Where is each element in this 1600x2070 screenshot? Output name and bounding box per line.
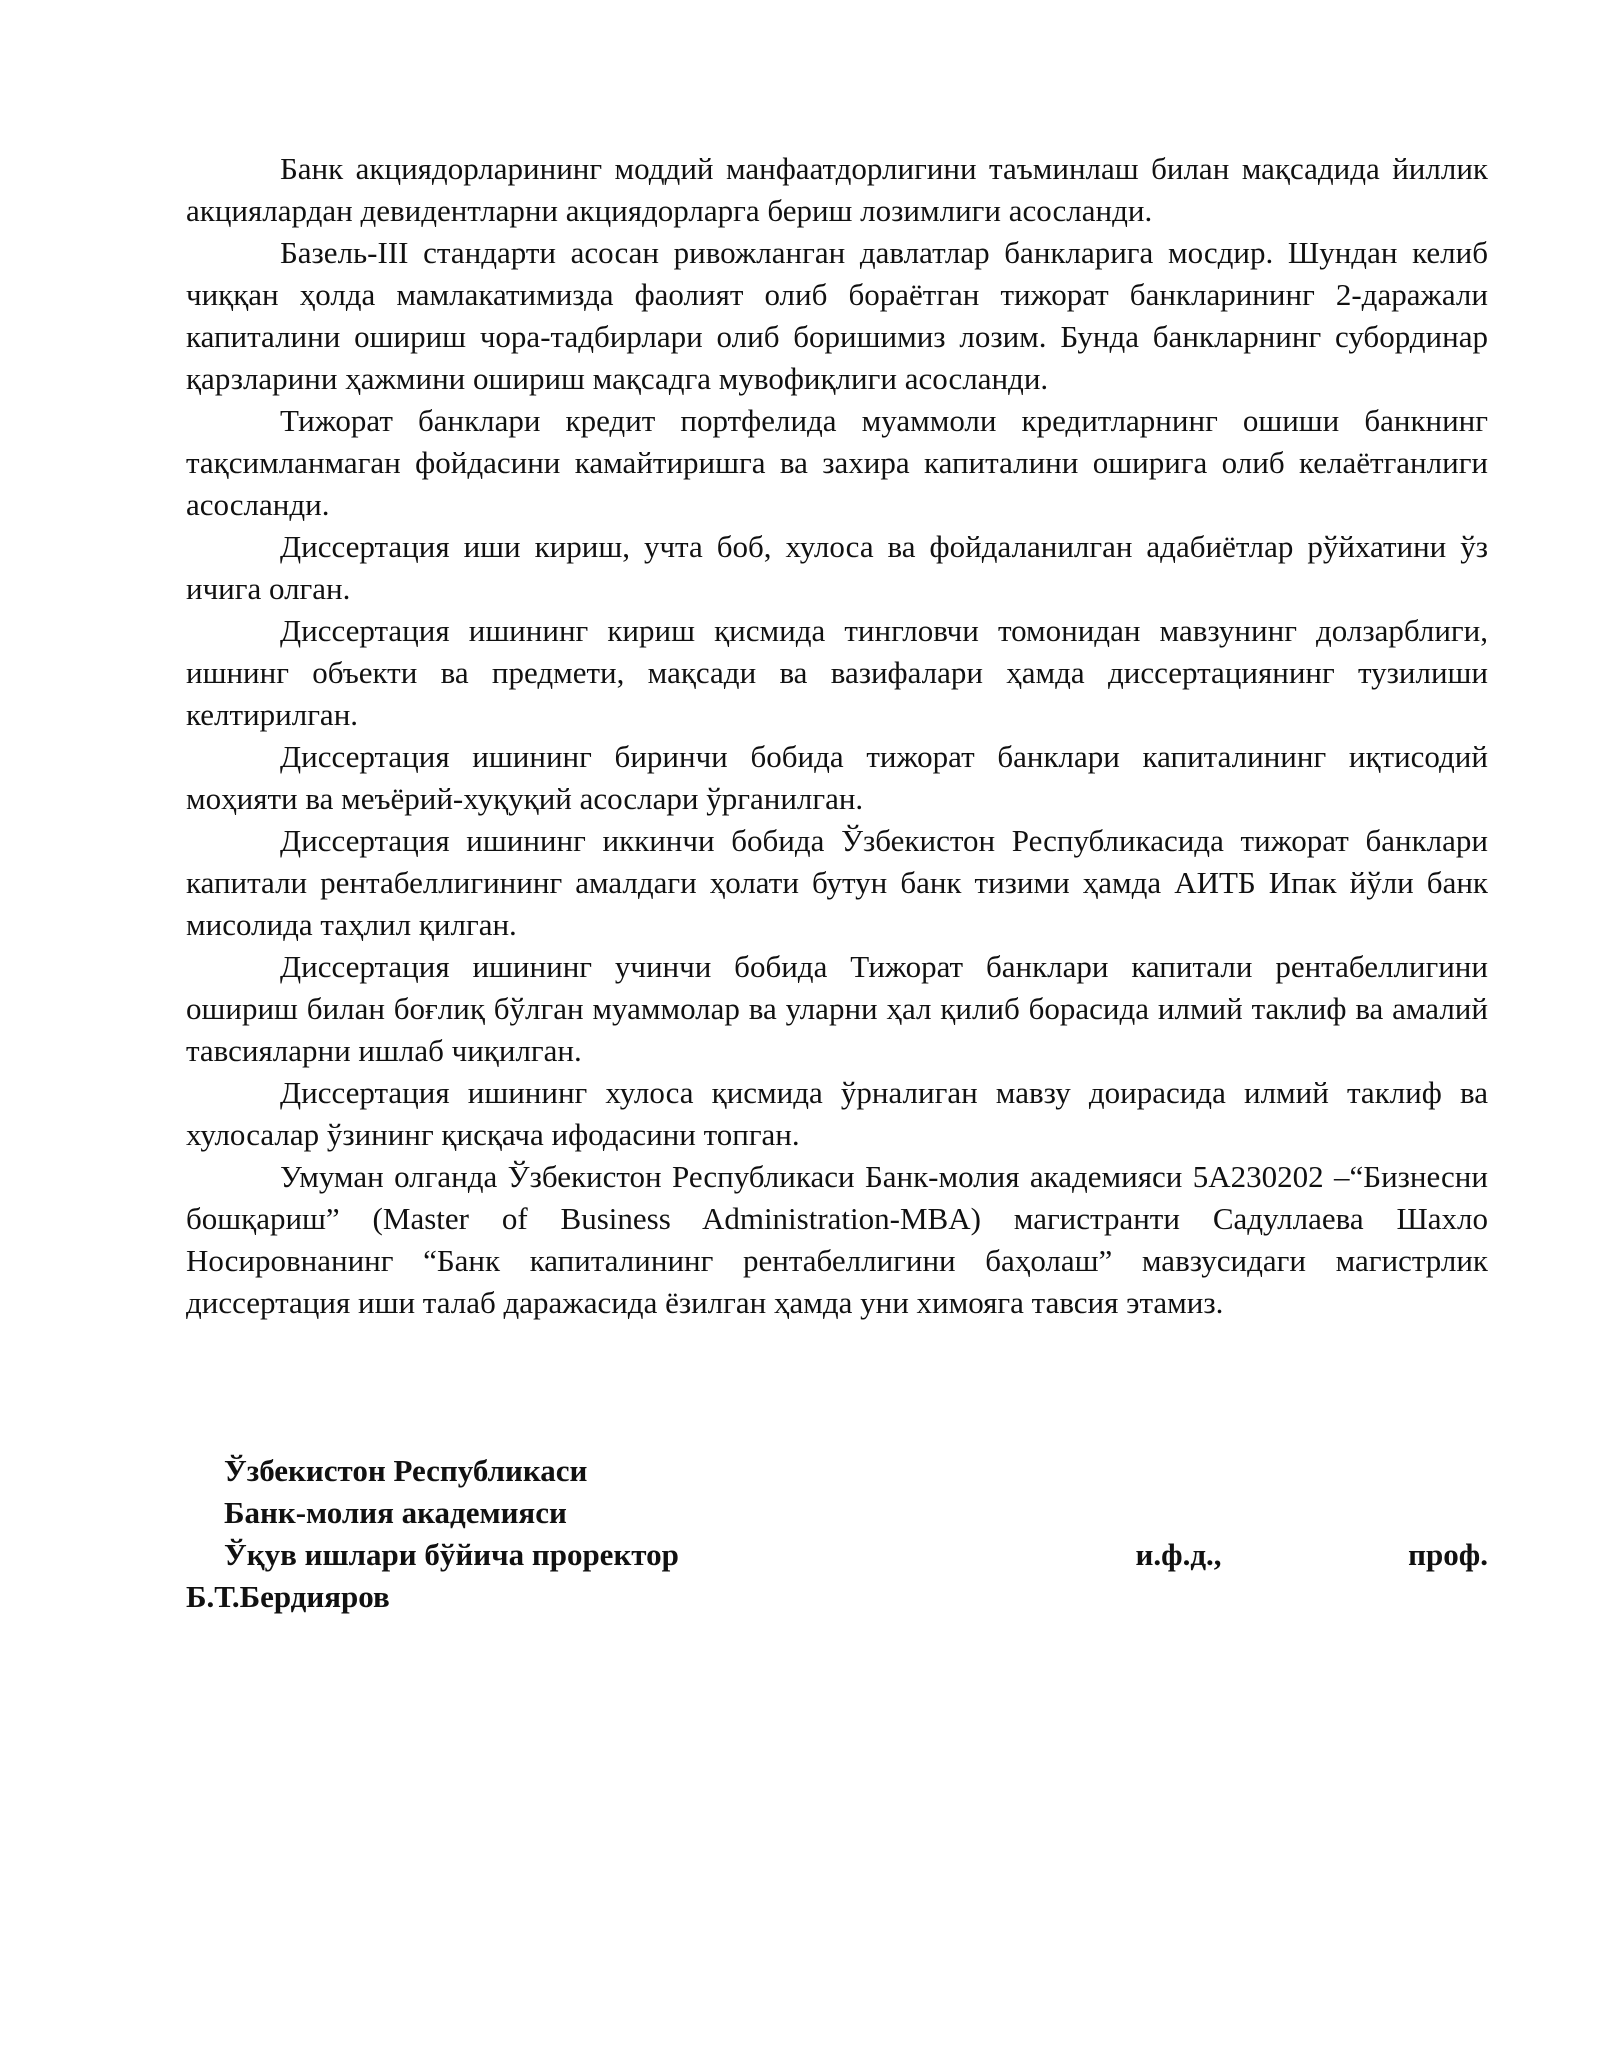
signature-spacer <box>186 1324 1488 1450</box>
paragraph-4: Диссертация иши кириш, учта боб, хулоса ва фойдаланилган адабиётлар рўйхатини ўз ичига олган. <box>186 529 1488 606</box>
signature-name: Б.Т.Бердияров <box>186 1579 390 1614</box>
signature-institution-line1: Ўзбекистон Республикаси <box>224 1453 588 1488</box>
paragraph-2: Базель-III стандарти асосан ривожланган давлатлар банкларига мосдир. Шундан келиб чиққан ҳолда мамлакатимизда фаолият олиб бораётган тижорат банкларининг 2-даражали капиталини ошириш чора-тадбирлари олиб боришимиз лозим. Бунда банкларнинг субординар қарзларини ҳажмини ошириш мақсадга мувофиқлиги асосланди. <box>186 235 1488 396</box>
signature-institution-line2: Банк-молия академияси <box>224 1495 567 1530</box>
document-page <box>186 148 1488 1618</box>
paragraph-3: Тижорат банклари кредит портфелида муаммоли кредитларнинг ошиши банкнинг тақсимланмаган фойдасини камайтиришга ва захира капиталини оширига олиб келаётганлиги асосланди. <box>186 403 1488 522</box>
paragraph-8: Диссертация ишининг учинчи бобида Тижорат банклари капитали рентабеллигини ошириш билан боғлиқ бўлган муаммолар ва уларни ҳал қилиб борасида илмий таклиф ва амалий тавсияларни ишлаб чиқилган. <box>186 949 1488 1068</box>
signature-position: Ўқув ишлари бўйича проректор <box>224 1537 679 1572</box>
signature-block <box>186 1450 1488 1618</box>
signature-position-line <box>186 1534 1488 1576</box>
paragraph-6: Диссертация ишининг биринчи бобида тижорат банклари капиталининг иқтисодий моҳияти ва меъёрий-хуқуқий асослари ўрганилган. <box>186 739 1488 816</box>
paragraph-1: Банк акциядорларининг моддий манфаатдорлигини таъминлаш билан мақсадида йиллик акциялардан девидентларни акциядорларга бериш лозимлиги асосланди. <box>186 151 1488 228</box>
paragraph-9: Диссертация ишининг хулоса қисмида ўрналиган мавзу доирасида илмий таклиф ва хулосалар ўзининг қисқача ифодасини топган. <box>186 1075 1488 1152</box>
signature-title: проф. <box>1408 1537 1488 1572</box>
paragraph-5: Диссертация ишининг кириш қисмида тингловчи томонидан мавзунинг долзарблиги, ишнинг объекти ва предмети, мақсади ва вазифалари ҳамда диссертациянинг тузилиши келтирилган. <box>186 613 1488 732</box>
paragraph-7: Диссертация ишининг иккинчи бобида Ўзбекистон Республикасида тижорат банклари капитали рентабеллигининг амалдаги ҳолати бутун банк тизими ҳамда АИТБ Ипак йўли банк мисолида таҳлил қилган. <box>186 823 1488 942</box>
signature-degree: и.ф.д., <box>1135 1537 1222 1572</box>
paragraph-10: Умуман олганда Ўзбекистон Республикаси Банк-молия академияси 5А230202 –“Бизнесни бошқариш” (Master of Business Administration-MBA) магистранти Садуллаева Шахло Носировнанинг “Банк капиталининг рентабеллигини баҳолаш” мавзусидаги магистрлик диссертация иши талаб даражасида ёзилган ҳамда уни химояга тавсия этамиз. <box>186 1159 1488 1320</box>
